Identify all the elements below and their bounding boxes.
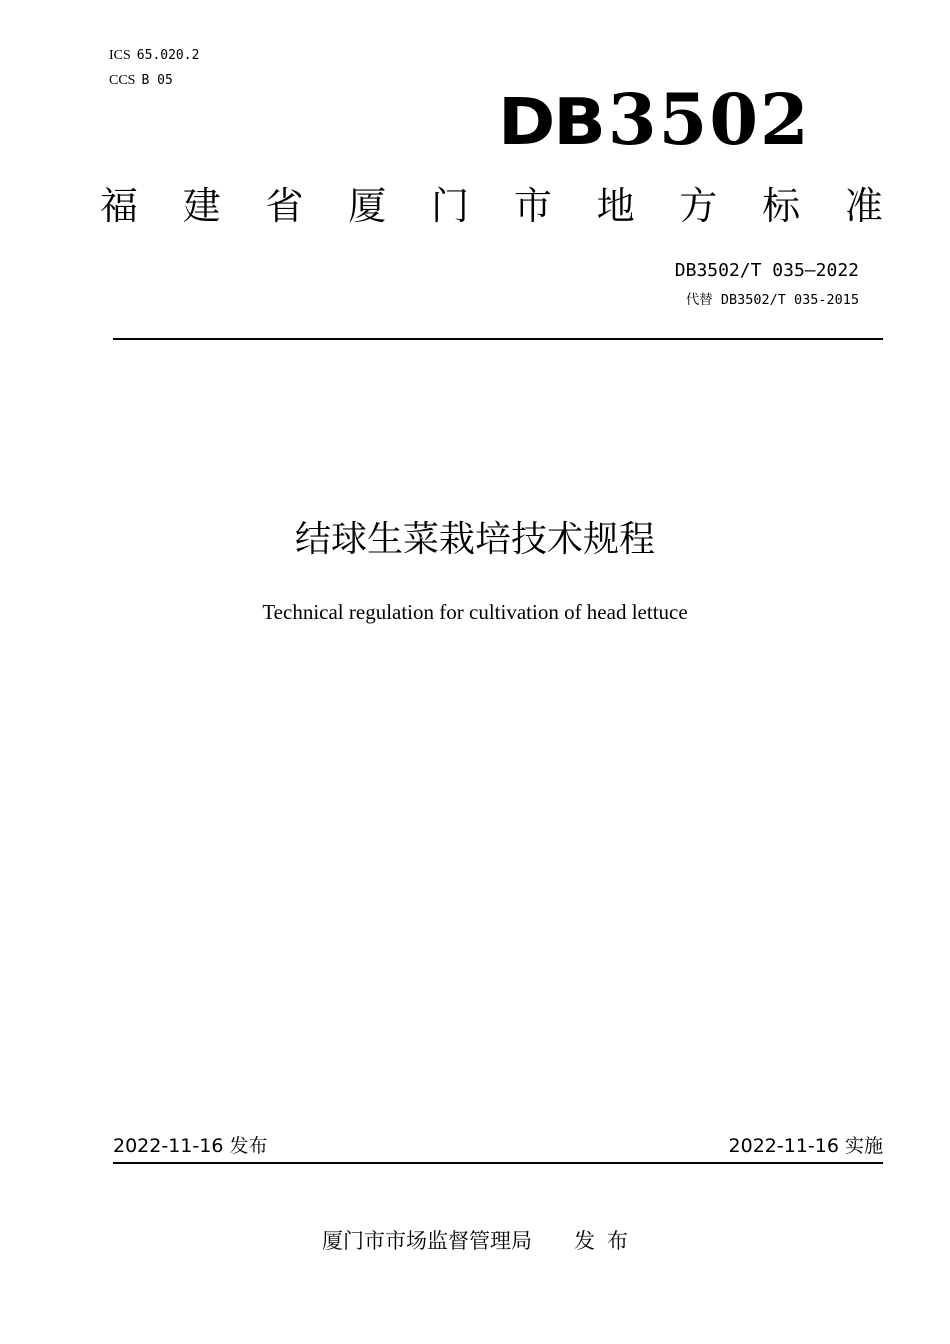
db-logo-number: 3502 [607,78,811,161]
ccs-value: B 05 [141,73,173,88]
issuer-action: 发布 [574,1229,640,1253]
implement-date: 2022-11-16 实施 [728,1135,883,1157]
standard-type-char: 省 [265,184,304,228]
standard-type-char: 标 [762,184,801,228]
standard-type-char: 准 [844,184,883,228]
standard-type-char: 福 [100,184,139,228]
standard-type-char: 方 [679,184,718,228]
ics-value: 65.020.2 [136,48,200,63]
standard-type-char: 建 [182,184,221,228]
ccs-code [109,71,173,90]
document-title-cn: 结球生菜栽培技术规程 [294,519,655,560]
issuer-name: 厦门市市场监督管理局 [322,1229,532,1253]
db-logo [498,80,811,160]
standard-type-char: 门 [431,184,470,228]
standard-type-char: 地 [596,184,635,228]
document-title-en: Technical regulation for cultivation of head lettuce [262,600,688,624]
standard-number: DB3502/T 035—2022 [674,260,859,281]
standard-type-char: 市 [513,184,552,228]
ccs-label: CCS [109,73,136,88]
header-divider [113,338,883,340]
footer-divider [113,1162,883,1164]
standard-type-char: 厦 [348,184,387,228]
db-logo-prefix: DB [498,86,604,160]
issuer-line [322,1227,640,1255]
ics-label: ICS [109,48,131,63]
publish-date: 2022-11-16 发布 [113,1135,268,1157]
replaces-standard: 代替 DB3502/T 035-2015 [685,292,859,308]
standard-type-heading [100,182,883,230]
ics-code [109,46,199,65]
